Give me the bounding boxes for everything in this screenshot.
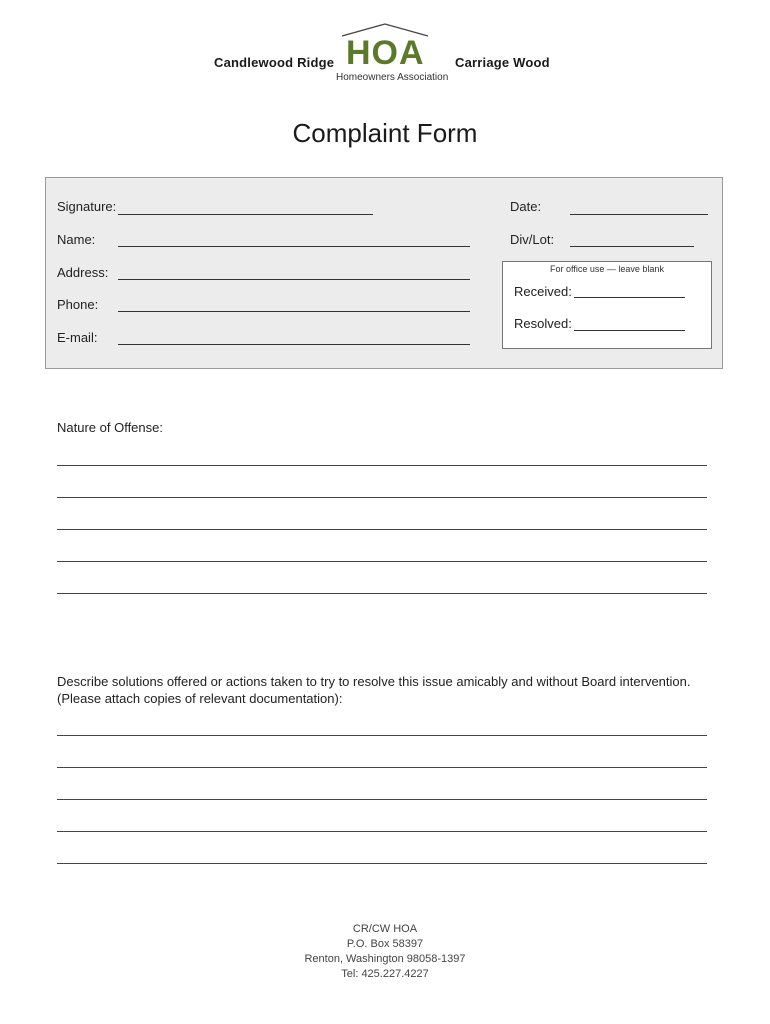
divlot-field[interactable] xyxy=(510,232,554,247)
footer-phone: Tel: 425.227.4227 xyxy=(341,968,429,980)
solutions-label-line-1: Describe solutions offered or actions taken to try to resolve this issue amicably and without Board intervention. xyxy=(57,674,691,689)
logo-subtitle: Homeowners Association xyxy=(336,72,449,83)
name-line[interactable] xyxy=(118,246,470,247)
date-line[interactable] xyxy=(570,214,708,215)
footer-address xyxy=(0,922,770,982)
office-use-box xyxy=(502,261,712,349)
date-label: Date: xyxy=(510,199,542,214)
offense-line-3[interactable] xyxy=(57,529,707,530)
solutions-line-4[interactable] xyxy=(57,831,707,832)
phone-field[interactable] xyxy=(57,297,98,312)
office-use-heading: For office use — leave blank xyxy=(550,264,664,274)
signature-line[interactable] xyxy=(118,214,373,215)
right-community-name: Carriage Wood xyxy=(455,55,550,70)
signature-field[interactable] xyxy=(57,199,116,214)
email-field[interactable] xyxy=(57,330,97,345)
email-line[interactable] xyxy=(118,344,470,345)
solutions-line-1[interactable] xyxy=(57,735,707,736)
hoa-logo xyxy=(200,22,570,88)
offense-line-2[interactable] xyxy=(57,497,707,498)
divlot-label: Div/Lot: xyxy=(510,232,555,247)
solutions-label-line-2: (Please attach copies of relevant documentation): xyxy=(57,691,343,706)
resolved-label: Resolved: xyxy=(514,316,572,331)
date-field[interactable] xyxy=(510,199,541,214)
name-field[interactable] xyxy=(57,232,95,247)
footer-po-box: P.O. Box 58397 xyxy=(346,938,424,950)
received-line[interactable] xyxy=(574,297,685,298)
divlot-line[interactable] xyxy=(570,246,694,247)
nature-of-offense-label: Nature of Offense: xyxy=(57,420,163,435)
resolved-field[interactable] xyxy=(514,316,572,331)
logo-hoa-text: HOA xyxy=(346,34,425,72)
received-label: Received: xyxy=(514,284,572,299)
phone-label: Phone: xyxy=(57,297,99,312)
solutions-line-2[interactable] xyxy=(57,767,707,768)
page-title: Complaint Form xyxy=(292,118,478,148)
address-label: Address: xyxy=(57,265,109,280)
received-field[interactable] xyxy=(514,284,572,299)
address-line[interactable] xyxy=(118,279,470,280)
offense-line-4[interactable] xyxy=(57,561,707,562)
solutions-line-5[interactable] xyxy=(57,863,707,864)
solutions-label xyxy=(57,673,690,707)
name-label: Name: xyxy=(57,232,96,247)
footer-org: CR/CW HOA xyxy=(352,923,418,935)
left-community-name: Candlewood Ridge xyxy=(214,55,335,70)
resolved-line[interactable] xyxy=(574,330,685,331)
solutions-line-3[interactable] xyxy=(57,799,707,800)
address-field[interactable] xyxy=(57,265,108,280)
email-label: E-mail: xyxy=(57,330,98,345)
offense-line-5[interactable] xyxy=(57,593,707,594)
signature-label: Signature: xyxy=(57,199,117,214)
footer-city: Renton, Washington 98058-1397 xyxy=(304,953,466,965)
phone-line[interactable] xyxy=(118,311,470,312)
offense-line-1[interactable] xyxy=(57,465,707,466)
